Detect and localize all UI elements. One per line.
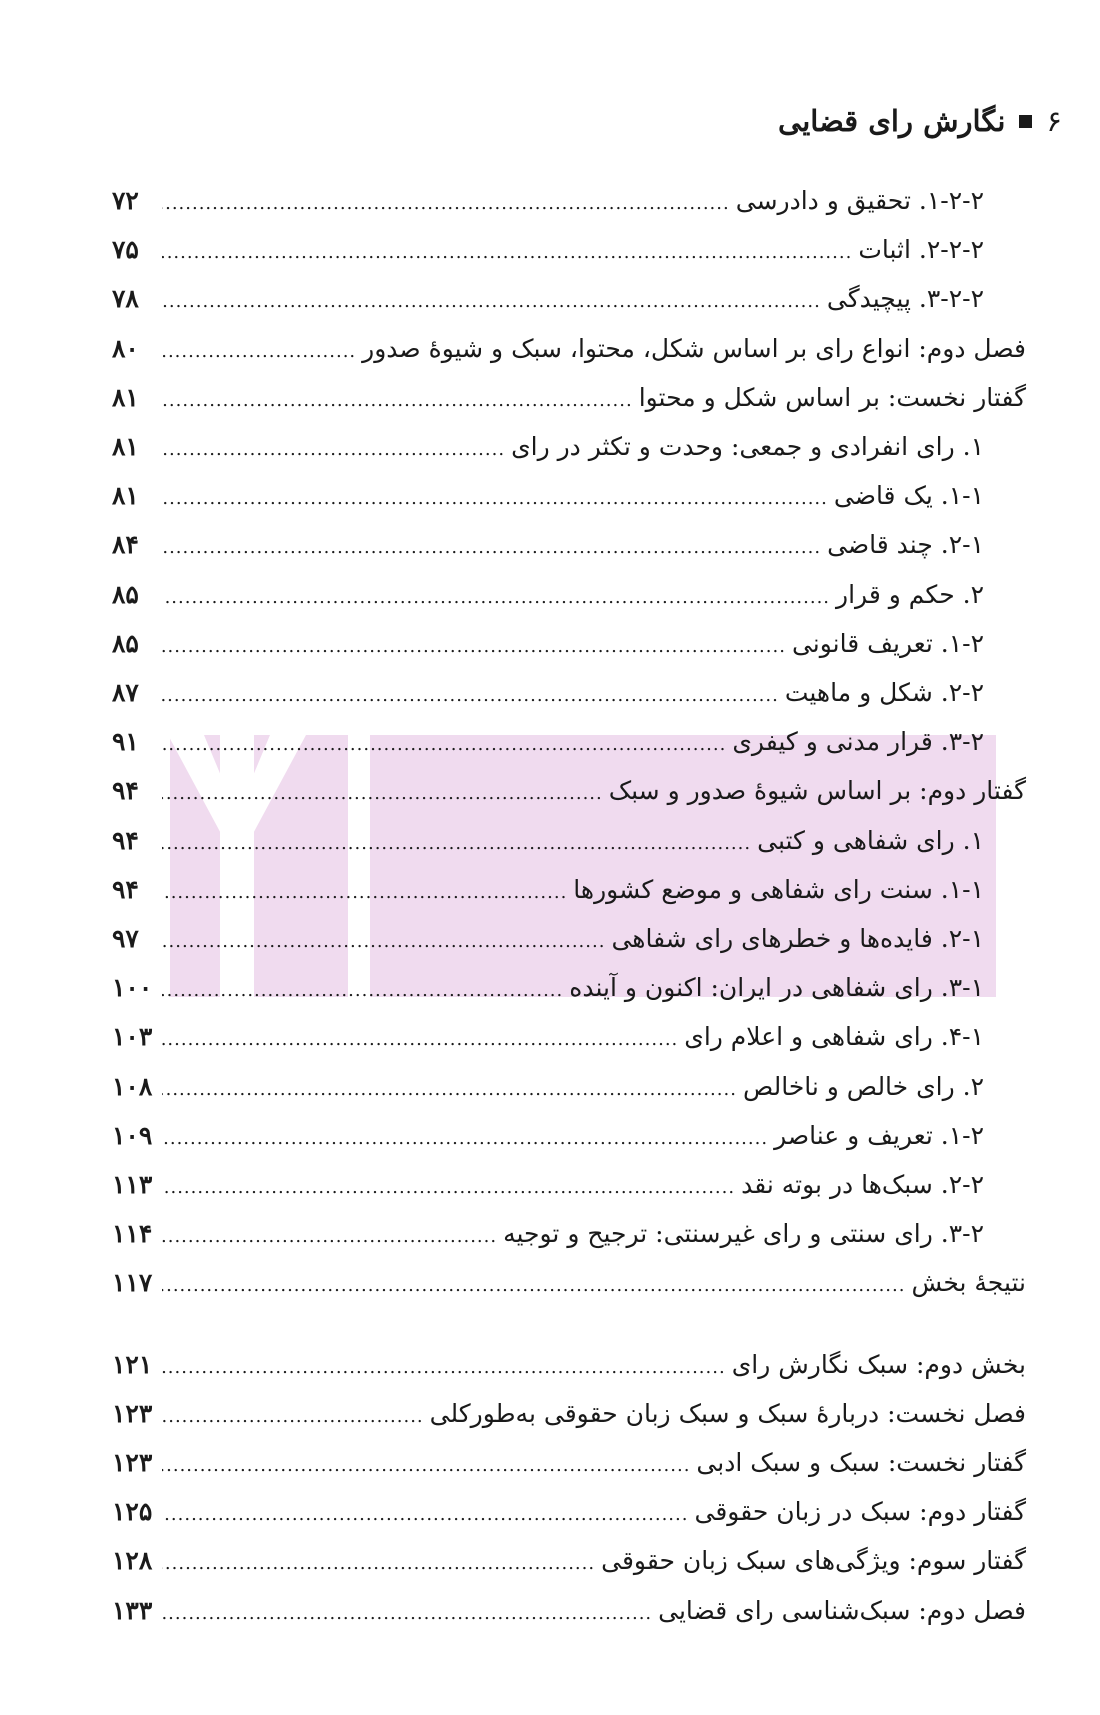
toc-entry [112, 276, 984, 322]
toc-leader-dots [162, 230, 852, 276]
toc-leader-dots [162, 1017, 678, 1063]
toc-entry-title: ۳-۲. قرار مدنی و کیفری [732, 727, 984, 757]
toc-page-number: ۱۱۳ [112, 1170, 153, 1199]
toc-entry-title: ۱-۱. یک قاضی [833, 481, 984, 511]
toc-entry-title: ۲-۱. چند قاضی [827, 530, 984, 560]
toc-entry [112, 1260, 1026, 1306]
toc-page-number: ۹۴ [112, 874, 139, 904]
page-number: ۶ [1046, 104, 1062, 138]
toc-entry [112, 1391, 1026, 1437]
toc-entry-title: گفتار سوم: ویژگی‌های سبک زبان حقوقی [601, 1546, 1026, 1576]
toc-leader-dots [162, 624, 786, 670]
toc-entry-title: ۲-۲. شکل و ماهیت [784, 678, 984, 707]
toc-page-number: ۸۱ [112, 432, 139, 461]
toc-entry-title: ۳-۲. رای سنتی و رای غیرسنتی: ترجیح و توجیه [503, 1219, 984, 1249]
toc-page-number: ۸۵ [112, 579, 139, 609]
toc-leader-dots [162, 771, 603, 817]
toc-entry [112, 1489, 1026, 1535]
toc-leader-dots [162, 1067, 737, 1113]
toc-entry-title: ۲-۱. فایده‌ها و خطرهای رای شفاهی [611, 924, 984, 953]
toc-leader-dots [162, 476, 828, 522]
toc-entry-title: ۲. حکم و قرار [836, 579, 984, 609]
toc-leader-dots [162, 1492, 688, 1538]
toc-page-number: ۸۵ [112, 628, 139, 658]
toc-page-number: ۸۷ [112, 678, 139, 707]
toc-entry [112, 1064, 984, 1110]
toc-entry-title: فصل نخست: دربارهٔ سبک و سبک زبان حقوقی به‌طورکلی [429, 1398, 1026, 1428]
toc-entry [112, 621, 984, 667]
toc-entry [112, 326, 1026, 372]
running-title: نگارش رای قضایی [778, 104, 1006, 138]
toc-entry-title: ۱-۲-۲. تحقیق و دادرسی [735, 186, 984, 215]
toc-leader-dots [162, 575, 830, 621]
toc-entry-title: ۳-۱. رای شفاهی در ایران: اکنون و آینده [569, 973, 984, 1003]
toc-entry [112, 916, 984, 962]
toc-entry [112, 1538, 1026, 1584]
toc-page-number: ۱۰۸ [112, 1071, 153, 1101]
toc-leader-dots [162, 722, 726, 768]
toc-entry [112, 719, 984, 765]
toc-page-number: ۱۲۳ [112, 1448, 153, 1477]
toc-entry [112, 1342, 1026, 1388]
toc-leader-dots [162, 968, 563, 1014]
toc-entry-title: ۲-۲. سبک‌ها در بوته نقد [741, 1170, 984, 1199]
toc-page-number: ۱۳۳ [112, 1595, 153, 1625]
toc-entry-title: بخش دوم: سبک نگارش رای [731, 1349, 1026, 1379]
toc-page-number: ۱۰۹ [112, 1120, 153, 1150]
toc-page-number: ۱۰۰ [112, 973, 153, 1003]
toc-page-number: ۱۲۳ [112, 1398, 153, 1428]
toc-leader-dots [162, 919, 605, 965]
toc-leader-dots [162, 821, 751, 867]
toc-leader-dots [162, 1443, 690, 1489]
toc-page-number: ۹۴ [112, 825, 139, 855]
toc-entry-title: ۳-۲-۲. پیچیدگی [826, 284, 984, 314]
toc-leader-dots [162, 329, 356, 375]
toc-entry [112, 1014, 984, 1060]
toc-entry-title: ۱. رای شفاهی و کتبی [757, 825, 984, 855]
toc-entry-title: ۲. رای خالص و ناخالص [742, 1071, 984, 1101]
toc-leader-dots [162, 1591, 652, 1637]
toc-leader-dots [162, 427, 505, 473]
toc-page-number: ۷۸ [112, 284, 139, 314]
toc-leader-dots [162, 181, 730, 227]
toc-leader-dots [162, 378, 633, 424]
toc-entry-title: گفتار نخست: بر اساس شکل و محتوا [638, 382, 1026, 412]
toc-entry [112, 522, 984, 568]
toc-entry-title: فصل دوم: انواع رای بر اساس شکل، محتوا، سبک و شیوهٔ صدور [362, 333, 1026, 363]
toc-entry-title: نتیجهٔ بخش [911, 1268, 1026, 1298]
toc-entry-title: گفتار دوم: سبک در زبان حقوقی [694, 1497, 1026, 1527]
toc-entry-title: ۲-۲-۲. اثبات [858, 235, 984, 265]
toc-page-number: ۱۱۷ [112, 1268, 153, 1298]
toc-entry-title: ۱-۲. تعریف قانونی [791, 628, 984, 658]
toc-page-number: ۱۱۴ [112, 1219, 153, 1249]
toc-entry [112, 1113, 984, 1159]
toc-entry [112, 227, 984, 273]
toc-page-number: ۱۲۸ [112, 1546, 153, 1576]
toc-entry [112, 1162, 984, 1208]
toc-entry [112, 178, 984, 224]
toc-page-number: ۸۰ [112, 333, 139, 363]
toc-entry-title: ۱. رای انفرادی و جمعی: وحدت و تکثر در رای [511, 432, 984, 461]
toc-leader-dots [162, 1263, 905, 1309]
toc-entry-title: ۱-۱. سنت رای شفاهی و موضع کشورها [573, 874, 984, 904]
toc-entry [112, 424, 984, 470]
toc-entry-title: گفتار دوم: بر اساس شیوهٔ صدور و سبک [608, 776, 1026, 806]
toc-entry [112, 1440, 1026, 1486]
toc-page-number: ۹۴ [112, 776, 139, 806]
toc-entry [112, 670, 984, 716]
toc-page-number: ۷۲ [112, 186, 139, 215]
toc-leader-dots [162, 673, 779, 719]
toc-page-number: ۱۰۳ [112, 1022, 153, 1052]
toc-entry [112, 572, 984, 618]
toc-leader-dots [162, 1214, 497, 1260]
toc-page-number: ۸۱ [112, 382, 139, 412]
toc-entry [112, 867, 984, 913]
toc-leader-dots [162, 1345, 726, 1391]
toc-leader-dots [162, 1165, 735, 1211]
toc-entry [112, 965, 984, 1011]
toc-leader-dots [162, 870, 567, 916]
toc-entry-title: فصل دوم: سبک‌شناسی رای قضایی [658, 1595, 1026, 1625]
toc-page-number: ۷۵ [112, 235, 139, 265]
toc-entry-title: ۱-۲. تعریف و عناصر [774, 1120, 984, 1150]
toc-entry [112, 768, 1026, 814]
toc-page-number: ۸۱ [112, 481, 139, 511]
toc-entry [112, 818, 984, 864]
toc-entry [112, 375, 1026, 421]
toc-entry [112, 473, 984, 519]
toc-leader-dots [162, 525, 821, 571]
toc-page-number: ۹۷ [112, 924, 139, 953]
toc-entry-title: ۴-۱. رای شفاهی و اعلام رای [684, 1022, 984, 1052]
toc-page-number: ۸۴ [112, 530, 139, 560]
toc-entry [112, 1211, 984, 1257]
toc-entry [112, 1588, 1026, 1634]
toc-leader-dots [162, 1541, 595, 1587]
toc-page-number: ۹۱ [112, 727, 139, 757]
toc-leader-dots [162, 1116, 768, 1162]
toc-page-number: ۱۲۵ [112, 1497, 153, 1527]
toc-page-number: ۱۲۱ [112, 1349, 153, 1379]
toc-leader-dots [162, 1394, 424, 1440]
toc-leader-dots [162, 279, 821, 325]
toc-entry-title: گفتار نخست: سبک و سبک ادبی [696, 1448, 1026, 1477]
